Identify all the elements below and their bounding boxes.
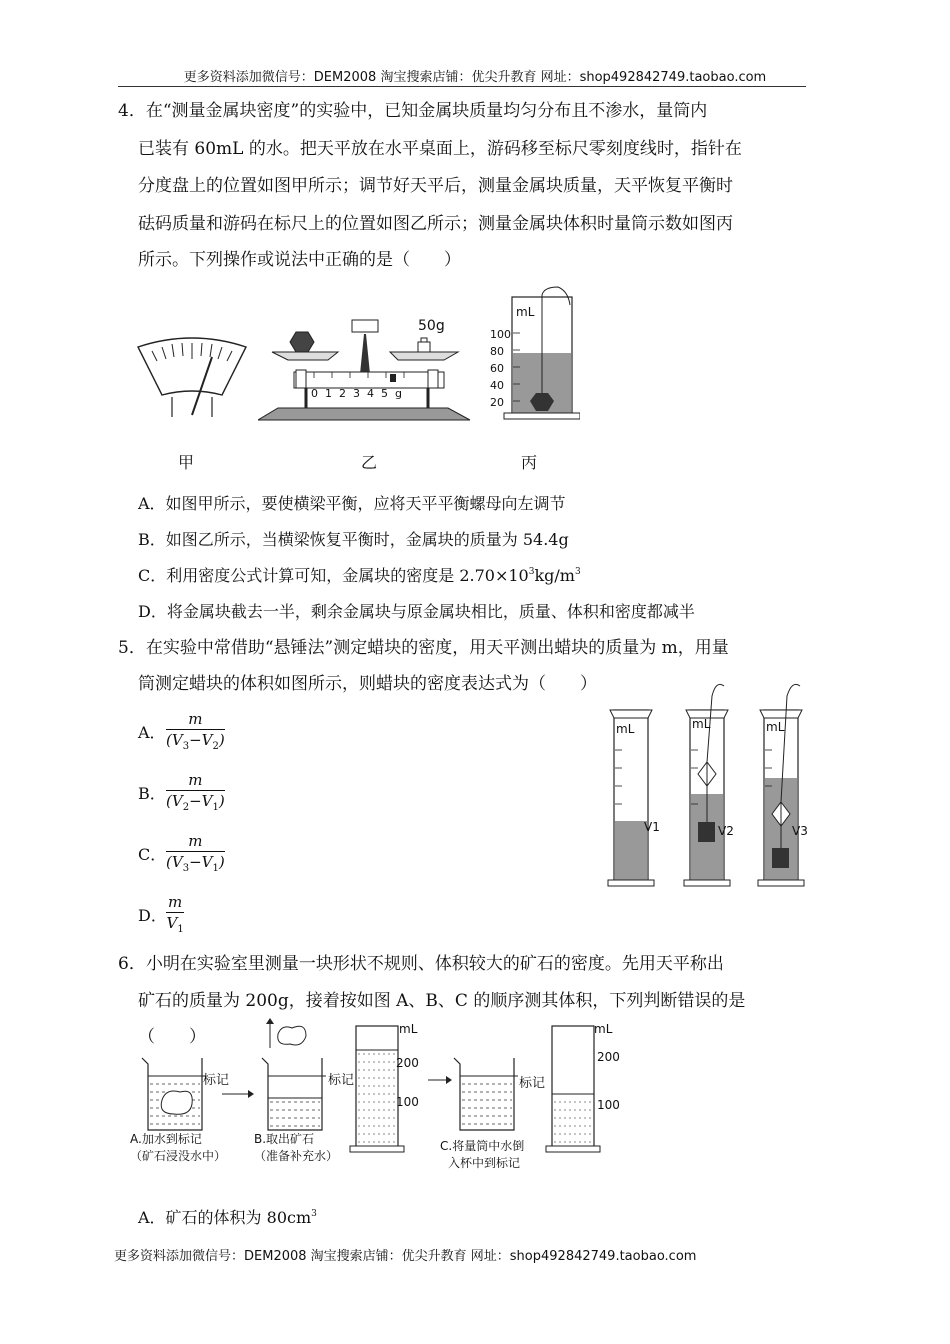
ruler-tick-0: 0 xyxy=(311,387,325,400)
q6-caption-b: B.取出矿石 （准备补充水） xyxy=(254,1132,339,1163)
q4-line-2: 已装有 60mL 的水。把天平放在水平桌面上，游码移至标尺零刻度线时，指针在 xyxy=(138,139,742,159)
q4-option-d: D．将金属块截去一半，剩余金属块与原金属块相比，质量、体积和密度都减半 xyxy=(138,602,695,621)
page-header: 更多资料添加微信号：DEM2008 淘宝搜索店铺：优尖升教育 网址：shop492842749.taobao.com xyxy=(183,70,767,85)
q6-mark-c: 标记 xyxy=(519,1076,546,1091)
q5-cylinders-figure xyxy=(604,676,814,888)
q5-option-b-label: B． xyxy=(138,784,166,803)
q5-label-v3: V3 xyxy=(792,824,808,838)
q4-option-c: C．利用密度公式计算可知，金属块的密度是 $2.70\times 10^3kg/m^3$ xyxy=(138,566,581,585)
q4-line-1: 4．在“测量金属块密度”的实验中，已知金属块质量均匀分布且不渗水，量筒内 xyxy=(118,101,708,121)
weight-label: 50g xyxy=(418,318,445,334)
cyl-tick-80: 80 xyxy=(490,345,504,358)
q6-line-3: （ ） xyxy=(138,1027,206,1047)
fig-label-bing: 丙 xyxy=(521,453,538,472)
q5-option-a-label: A． xyxy=(138,723,166,742)
q6-tick-100-2: 100 xyxy=(597,1098,620,1112)
q5-label-v1: V1 xyxy=(644,820,660,834)
q6-caption-c: C.将量筒中水倒 入杯中到标记 xyxy=(440,1139,525,1170)
q5-line-1: 5．在实验中常借助“悬锤法”测定蜡块的密度，用天平测出蜡块的质量为 m，用量 xyxy=(118,638,729,658)
q6-caption-a: A.加水到标记 （矿石浸没水中） xyxy=(130,1132,227,1163)
q5-option-c-label: C． xyxy=(138,845,167,864)
fig-label-jia: 甲 xyxy=(178,453,195,472)
ruler-tick-1: 1 xyxy=(325,387,339,400)
q6-tick-200-1: 200 xyxy=(396,1056,419,1070)
cyl-tick-60: 60 xyxy=(490,362,504,375)
q5-cyl2-unit: mL xyxy=(692,717,711,731)
q4-line-4: 砝码质量和游码在标尺上的位置如图乙所示；测量金属块体积时量筒示数如图丙 xyxy=(138,214,733,234)
q6-unit-2: mL xyxy=(594,1022,613,1036)
q6-mark-a: 标记 xyxy=(203,1073,230,1088)
cyl-tick-100: 100 xyxy=(490,328,511,341)
ruler-tick-4: 4 xyxy=(367,387,381,400)
q5-option-b-formula: $\frac{m}{(V_2-V_1)}$ xyxy=(166,771,225,813)
fig-jia-dial xyxy=(132,335,252,420)
q5-cyl1-unit: mL xyxy=(616,722,635,736)
cyl-tick-20: 20 xyxy=(490,396,504,409)
q5-cyl3-unit: mL xyxy=(766,720,785,734)
q4-option-a: A．如图甲所示，要使横梁平衡，应将天平平衡螺母向左调节 xyxy=(138,494,566,513)
q6-option-a: A．矿石的体积为 $80cm^3$ xyxy=(138,1208,317,1227)
q6-line-2: 矿石的质量为 200g，接着按如图 A、B、C 的顺序测其体积，下列判断错误的是 xyxy=(138,991,746,1011)
q5-option-d-formula: $\frac{m}{V_1}$ xyxy=(166,893,184,935)
q6-mark-b: 标记 xyxy=(328,1073,355,1088)
q4-line-5: 所示。下列操作或说法中正确的是（ ） xyxy=(138,250,461,270)
ruler-tick-3: 3 xyxy=(353,387,367,400)
cyl-unit: mL xyxy=(516,305,535,319)
cyl-tick-40: 40 xyxy=(490,379,504,392)
q5-option-a-formula: $\frac{m}{(V_3-V_2)}$ xyxy=(166,710,225,752)
page-footer: 更多资料添加微信号：DEM2008 淘宝搜索店铺：优尖升教育 网址：shop492842749.taobao.com xyxy=(114,1249,697,1264)
fig-label-yi: 乙 xyxy=(361,453,378,472)
q6-line-1: 6．小明在实验室里测量一块形状不规则、体积较大的矿石的密度。先用天平称出 xyxy=(118,954,724,974)
q4-option-b: B．如图乙所示，当横梁恢复平衡时，金属块的质量为 54.4g xyxy=(138,530,569,549)
q5-option-c-formula: $\frac{m}{(V_3-V_1)}$ xyxy=(166,832,225,874)
q4-line-3: 分度盘上的位置如图甲所示；调节好天平后，测量金属块质量，天平恢复平衡时 xyxy=(138,176,733,196)
q6-tick-200-2: 200 xyxy=(597,1050,620,1064)
q5-label-v2: V2 xyxy=(718,824,734,838)
q5-line-2: 筒测定蜡块的体积如图所示，则蜡块的密度表达式为（ ） xyxy=(138,674,597,694)
q6-unit-1: mL xyxy=(399,1022,418,1036)
q6-tick-100-1: 100 xyxy=(396,1095,419,1109)
ruler-tick-2: 2 xyxy=(339,387,353,400)
q5-option-d-label: D． xyxy=(138,906,167,925)
ruler-tick-5: 5g xyxy=(381,387,409,400)
header-divider xyxy=(118,86,806,87)
